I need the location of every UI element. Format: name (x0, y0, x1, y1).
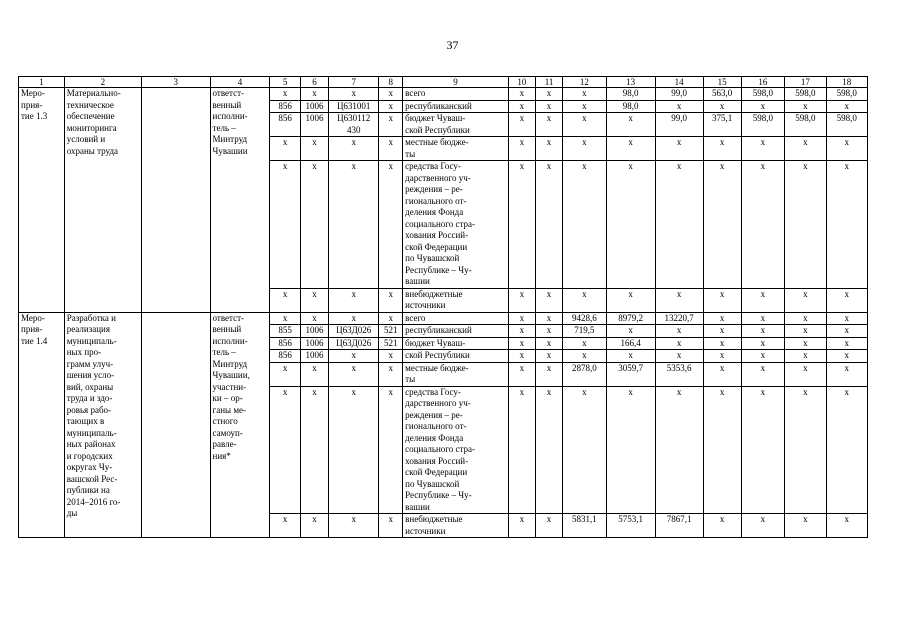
year-value: х (655, 350, 703, 363)
year-value: х (535, 337, 562, 350)
year-value: х (535, 161, 562, 289)
column-number: 15 (703, 77, 741, 88)
target-item-code: Ц63Д026 (329, 325, 379, 338)
year-value: х (826, 386, 867, 514)
year-value: х (741, 386, 785, 514)
year-value: х (508, 514, 535, 538)
year-value: х (826, 337, 867, 350)
section-code: х (300, 362, 328, 386)
funding-source: бюджет Чуваш- (403, 337, 509, 350)
expense-type-code: 521 (379, 325, 403, 338)
year-value: х (655, 325, 703, 338)
grbs-code: 856 (270, 113, 300, 137)
grbs-code: х (270, 362, 300, 386)
column-number: 6 (300, 77, 328, 88)
year-value: х (563, 386, 607, 514)
year-value: х (606, 386, 655, 514)
column-number: 13 (606, 77, 655, 88)
section-code: 1006 (300, 350, 328, 363)
year-value: х (741, 362, 785, 386)
page-number: 37 (446, 38, 459, 52)
year-value: х (508, 386, 535, 514)
target-item-code: Ц631001 (329, 100, 379, 113)
year-value: х (563, 288, 607, 312)
column-number: 5 (270, 77, 300, 88)
year-value: х (703, 288, 741, 312)
year-value: х (508, 362, 535, 386)
year-value: х (785, 325, 826, 338)
grbs-code: х (270, 288, 300, 312)
year-value: х (703, 362, 741, 386)
target-item-code: Ц63Д026 (329, 337, 379, 350)
grbs-code: х (270, 161, 300, 289)
year-value: х (606, 350, 655, 363)
year-value: х (826, 288, 867, 312)
year-value: х (606, 325, 655, 338)
year-value: х (606, 137, 655, 161)
section-code: х (300, 288, 328, 312)
expense-type-code: х (379, 88, 403, 101)
year-value: х (826, 514, 867, 538)
year-value: х (785, 288, 826, 312)
program-table (18, 76, 868, 538)
expense-type-code: х (379, 137, 403, 161)
year-value: 7867,1 (655, 514, 703, 538)
activity-name: Материально- техническое обеспечение мониторинга условий и охраны труда (64, 88, 141, 313)
year-value: х (703, 350, 741, 363)
year-value: 5831,1 (563, 514, 607, 538)
year-value: х (826, 137, 867, 161)
year-value: х (535, 100, 562, 113)
section-code: 1006 (300, 100, 328, 113)
year-value: х (785, 514, 826, 538)
table-row (19, 88, 868, 101)
column-number: 12 (563, 77, 607, 88)
funding-source: республиканский (403, 100, 509, 113)
year-value: х (703, 514, 741, 538)
year-value: х (741, 325, 785, 338)
target-item-code: Ц630112 430 (329, 113, 379, 137)
year-value: 98,0 (606, 100, 655, 113)
year-value: 2878,0 (563, 362, 607, 386)
year-value: х (785, 337, 826, 350)
year-value: х (703, 325, 741, 338)
target-item-code: х (329, 288, 379, 312)
year-value: х (606, 113, 655, 137)
year-value: х (508, 288, 535, 312)
year-value: х (785, 350, 826, 363)
year-value: х (741, 288, 785, 312)
year-value: 166,4 (606, 337, 655, 350)
year-value: х (655, 100, 703, 113)
year-value: х (785, 161, 826, 289)
year-value: х (655, 288, 703, 312)
column-number: 1 (19, 77, 65, 88)
year-value: 99,0 (655, 88, 703, 101)
expense-type-code: х (379, 514, 403, 538)
year-value: х (563, 337, 607, 350)
year-value: х (826, 161, 867, 289)
year-value: х (785, 386, 826, 514)
expense-type-code: х (379, 161, 403, 289)
year-value: х (535, 88, 562, 101)
grbs-code: 856 (270, 337, 300, 350)
year-value: х (703, 386, 741, 514)
funding-source: средства Госу- дарственного уч- реждения – ре- гионального от- деления Фонда социального стра- хования Россий- ской Федерации по Чувашской Республике – Чу- вашии (403, 386, 509, 514)
year-value: х (741, 514, 785, 538)
column-number: 7 (329, 77, 379, 88)
year-value: х (703, 312, 741, 325)
year-value: х (826, 325, 867, 338)
section-code: 1006 (300, 337, 328, 350)
year-value: х (508, 88, 535, 101)
expense-type-code: х (379, 362, 403, 386)
year-value: х (741, 161, 785, 289)
column-number: 11 (535, 77, 562, 88)
year-value: х (508, 161, 535, 289)
target-item-code: х (329, 362, 379, 386)
year-value: х (535, 312, 562, 325)
expense-type-code: х (379, 350, 403, 363)
year-value: х (655, 386, 703, 514)
funding-source: республиканский (403, 325, 509, 338)
year-value: х (703, 337, 741, 350)
column-number: 8 (379, 77, 403, 88)
year-value: 99,0 (655, 113, 703, 137)
target-item-code: х (329, 312, 379, 325)
expense-type-code: 521 (379, 337, 403, 350)
year-value: х (785, 100, 826, 113)
year-value: х (655, 161, 703, 289)
year-value: 598,0 (741, 88, 785, 101)
column-number: 2 (64, 77, 141, 88)
year-value: х (535, 113, 562, 137)
year-value: х (563, 350, 607, 363)
grbs-code: х (270, 514, 300, 538)
year-value: 98,0 (606, 88, 655, 101)
year-value: 563,0 (703, 88, 741, 101)
activity-code: Меро- прия- тие 1.4 (19, 312, 65, 538)
year-value: 5753,1 (606, 514, 655, 538)
year-value: х (826, 100, 867, 113)
grbs-code: х (270, 88, 300, 101)
year-value: 3059,7 (606, 362, 655, 386)
target-item-code: х (329, 161, 379, 289)
column-3-cell (141, 312, 210, 538)
year-value: х (785, 362, 826, 386)
year-value: х (508, 312, 535, 325)
year-value: х (508, 337, 535, 350)
year-value: х (826, 362, 867, 386)
target-item-code: х (329, 137, 379, 161)
year-value: х (741, 312, 785, 325)
year-value: 598,0 (826, 113, 867, 137)
year-value: 598,0 (826, 88, 867, 101)
target-item-code: х (329, 88, 379, 101)
year-value: 375,1 (703, 113, 741, 137)
year-value: х (563, 100, 607, 113)
section-code: х (300, 386, 328, 514)
year-value: х (655, 337, 703, 350)
funding-source: бюджет Чуваш- ской Республики (403, 113, 509, 137)
year-value: х (508, 113, 535, 137)
column-number: 18 (826, 77, 867, 88)
year-value: х (535, 362, 562, 386)
expense-type-code: х (379, 100, 403, 113)
year-value: х (563, 137, 607, 161)
column-number: 16 (741, 77, 785, 88)
section-code: 1006 (300, 113, 328, 137)
year-value: 598,0 (785, 113, 826, 137)
year-value: 598,0 (741, 113, 785, 137)
expense-type-code: х (379, 386, 403, 514)
year-value: х (606, 161, 655, 289)
expense-type-code: х (379, 288, 403, 312)
target-item-code: х (329, 386, 379, 514)
column-3-cell (141, 88, 210, 313)
year-value: х (741, 100, 785, 113)
year-value: х (703, 137, 741, 161)
expense-type-code: х (379, 312, 403, 325)
target-item-code: х (329, 350, 379, 363)
year-value: х (535, 386, 562, 514)
year-value: х (563, 88, 607, 101)
grbs-code: х (270, 386, 300, 514)
section-code: х (300, 514, 328, 538)
grbs-code: х (270, 312, 300, 325)
year-value: 719,5 (563, 325, 607, 338)
activity-name: Разработка и реализация муниципаль- ных про- грамм улуч- шения усло- вий, охраны труда и здо- ровья рабо- тающих в муниципаль- ных районах и городских округах Чу- вашской Рес- публики на 2014–2016 го- ды (64, 312, 141, 538)
funding-source: ской Республики (403, 350, 509, 363)
column-number: 14 (655, 77, 703, 88)
funding-source: местные бюдже- ты (403, 362, 509, 386)
year-value: х (741, 137, 785, 161)
table-row (19, 312, 868, 325)
activity-code: Меро- прия- тие 1.3 (19, 88, 65, 313)
column-number: 3 (141, 77, 210, 88)
section-code: х (300, 161, 328, 289)
year-value: х (606, 288, 655, 312)
executor: ответст- венный исполни- тель – Минтруд Чувашии, участни- ки – ор- ганы ме- стного самоуп- равле- ния* (210, 312, 270, 538)
expense-type-code: х (379, 113, 403, 137)
year-value: х (741, 337, 785, 350)
year-value: х (563, 113, 607, 137)
year-value: х (508, 137, 535, 161)
column-number: 9 (403, 77, 509, 88)
year-value: х (535, 514, 562, 538)
year-value: х (741, 350, 785, 363)
funding-source: всего (403, 312, 509, 325)
year-value: х (826, 312, 867, 325)
funding-source: внебюджетные источники (403, 288, 509, 312)
funding-source: внебюджетные источники (403, 514, 509, 538)
year-value: х (508, 350, 535, 363)
year-value: 5353,6 (655, 362, 703, 386)
grbs-code: 856 (270, 100, 300, 113)
year-value: 8979,2 (606, 312, 655, 325)
year-value: х (785, 137, 826, 161)
column-number: 17 (785, 77, 826, 88)
year-value: 598,0 (785, 88, 826, 101)
year-value: 9428,6 (563, 312, 607, 325)
section-code: 1006 (300, 325, 328, 338)
section-code: х (300, 137, 328, 161)
year-value: 13220,7 (655, 312, 703, 325)
year-value: х (563, 161, 607, 289)
column-number: 4 (210, 77, 270, 88)
year-value: х (535, 325, 562, 338)
executor: ответст- венный исполни- тель – Минтруд Чувашии (210, 88, 270, 313)
funding-source: средства Госу- дарственного уч- реждения – ре- гионального от- деления Фонда социального стра- хования Россий- ской Федерации по Чувашской Республике – Чу- вашии (403, 161, 509, 289)
year-value: х (535, 288, 562, 312)
funding-source: местные бюдже- ты (403, 137, 509, 161)
year-value: х (535, 137, 562, 161)
grbs-code: 855 (270, 325, 300, 338)
year-value: х (826, 350, 867, 363)
year-value: х (508, 325, 535, 338)
header-row (19, 77, 868, 88)
year-value: х (703, 100, 741, 113)
grbs-code: 856 (270, 350, 300, 363)
year-value: х (655, 137, 703, 161)
section-code: х (300, 312, 328, 325)
funding-source: всего (403, 88, 509, 101)
column-number: 10 (508, 77, 535, 88)
section-code: х (300, 88, 328, 101)
year-value: х (785, 312, 826, 325)
year-value: х (703, 161, 741, 289)
target-item-code: х (329, 514, 379, 538)
year-value: х (535, 350, 562, 363)
year-value: х (508, 100, 535, 113)
grbs-code: х (270, 137, 300, 161)
